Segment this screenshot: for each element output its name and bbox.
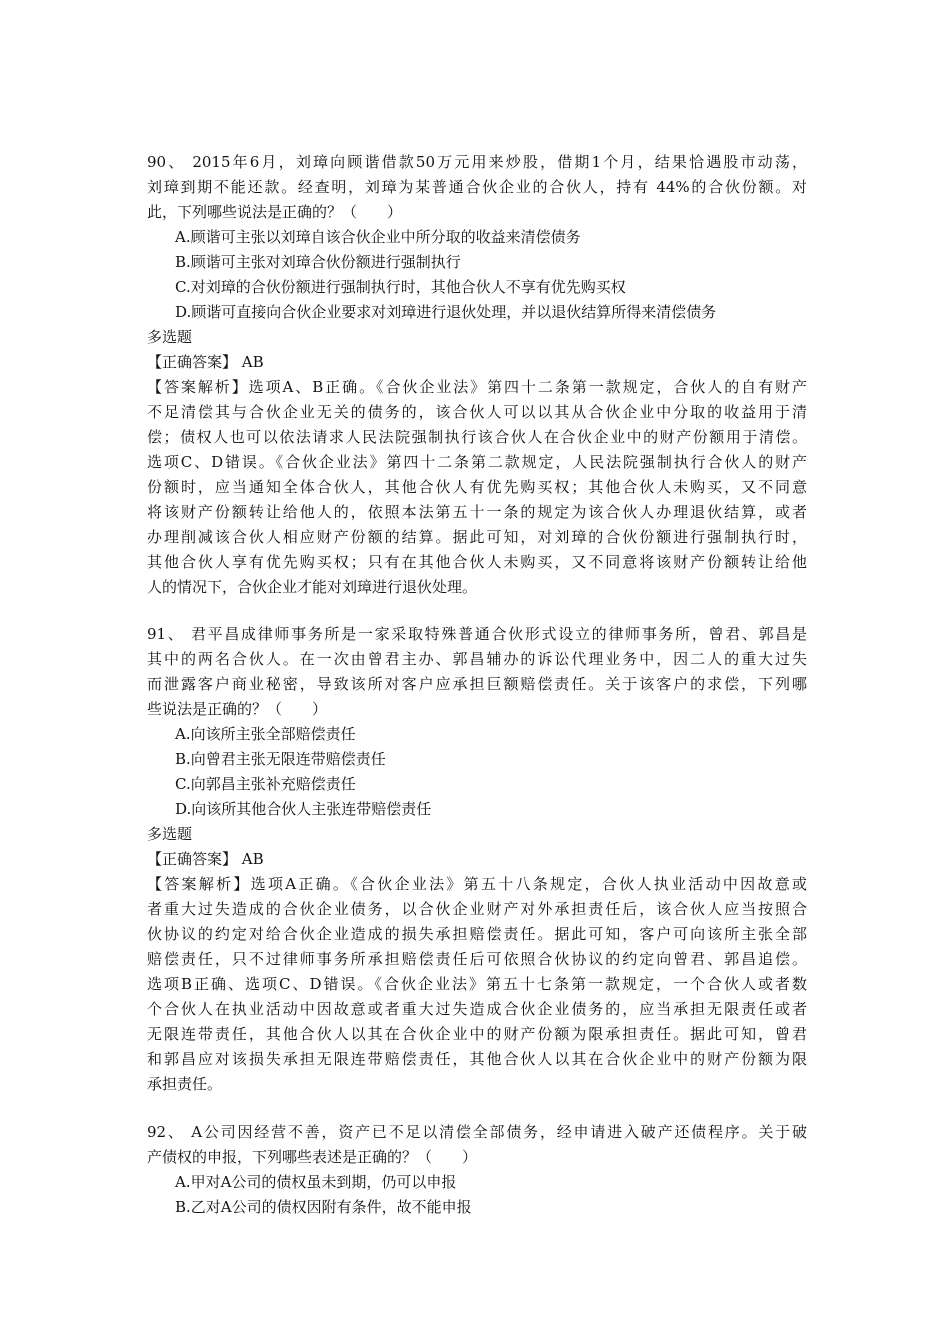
analysis-line: 承担责任。 [147,1075,223,1093]
question-stem-line: 91、 君平昌成律师事务所是一家采取特殊普通合伙形式设立的律师事务所，曾君、郭昌是 [147,625,807,643]
question-stem-line: 刘璋到期不能还款。经查明，刘璋为某普通合伙企业的合伙人，持有 44%的合伙份额。对 [147,178,807,196]
option-b: B.向曾君主张无限连带赔偿责任 [175,750,386,768]
analysis-line: 其他合伙人享有优先购买权；只有在其他合伙人未购买，又不同意将该财产份额转让给他 [147,553,807,571]
analysis-line: 个合伙人在执业活动中因故意或者重大过失造成合伙企业债务的，应当承担无限责任或者 [147,1000,807,1018]
option-a: A.甲对A公司的债权虽未到期，仍可以申报 [175,1173,457,1191]
option-d: D.顾谐可直接向合伙企业要求对刘璋进行退伙处理，并以退伙结算所得来清偿债务 [175,303,717,321]
question-stem-line: 92、 A公司因经营不善，资产已不足以清偿全部债务，经申请进入破产还债程序。关于破 [147,1123,807,1141]
option-b: B.乙对A公司的债权因附有条件，故不能申报 [175,1198,472,1216]
analysis-line: 人的情况下，合伙企业才能对刘璋进行退伙处理。 [147,578,478,596]
option-b: B.顾谐可主张对刘璋合伙份额进行强制执行 [175,253,461,271]
question-92 [147,1120,807,1220]
analysis-line: 选项C、D错误。《合伙企业法》第四十二条第二款规定，人民法院强制执行合伙人的财产 [147,453,807,471]
analysis-line: 伙协议的约定对给合伙企业造成的损失承担赔偿责任。据此可知，客户可向该所主张全部 [147,925,807,943]
analysis-line: 将该财产份额转让给他人的，依照本法第五十一条的规定为该合伙人办理退伙结算，或者 [147,503,807,521]
option-a: A.向该所主张全部赔偿责任 [175,725,356,743]
analysis-line: 不足清偿其与合伙企业无关的债务的，该合伙人可以以其从合伙企业中分取的收益用于清 [147,403,807,421]
analysis-line: 【答案解析】选项A、B正确。《合伙企业法》第四十二条第一款规定，合伙人的自有财产 [147,378,807,396]
question-stem-line: 些说法是正确的？（ ） [147,700,328,718]
correct-answer: 【正确答案】 AB [147,850,264,868]
question-type: 多选题 [147,328,193,346]
question-stem-line: 此，下列哪些说法是正确的？（ ） [147,203,403,221]
analysis-line: 选项B正确、选项C、D错误。《合伙企业法》第五十七条第一款规定，一个合伙人或者数 [147,975,807,993]
question-90 [147,150,807,600]
question-stem-line: 产债权的申报，下列哪些表述是正确的？（ ） [147,1148,478,1166]
analysis-line: 办理削减该合伙人相应财产份额的结算。据此可知，对刘璋的合伙份额进行强制执行时， [147,528,807,546]
correct-answer: 【正确答案】 AB [147,353,264,371]
analysis-line: 【答案解析】选项A正确。《合伙企业法》第五十八条规定，合伙人执业活动中因故意或 [147,875,807,893]
analysis-line: 者重大过失造成的合伙企业债务，以合伙企业财产对外承担责任后，该合伙人应当按照合 [147,900,807,918]
question-type: 多选题 [147,825,193,843]
question-stem-line: 而泄露客户商业秘密，导致该所对客户应承担巨额赔偿责任。关于该客户的求偿，下列哪 [147,675,807,693]
analysis-line: 赔偿责任，只不过律师事务所承担赔偿责任后可依照合伙协议的约定向曾君、郭昌追偿。 [147,950,807,968]
analysis-line: 和郭昌应对该损失承担无限连带赔偿责任，其他合伙人以其在合伙企业中的财产份额为限 [147,1050,807,1068]
analysis-line: 偿；债权人也可以依法请求人民法院强制执行该合伙人在合伙企业中的财产份额用于清偿。 [147,428,807,446]
question-stem-line: 其中的两名合伙人。在一次由曾君主办、郭昌辅办的诉讼代理业务中，因二人的重大过失 [147,650,807,668]
question-stem-line: 90、 2015年6月，刘璋向顾谐借款50万元用来炒股，借期1个月，结果恰遇股市动荡， [147,153,807,171]
option-c: C.对刘璋的合伙份额进行强制执行时，其他合伙人不享有优先购买权 [175,278,626,296]
analysis-line: 无限连带责任，其他合伙人以其在合伙企业中的财产份额为限承担责任。据此可知，曾君 [147,1025,807,1043]
option-a: A.顾谐可主张以刘璋自该合伙企业中所分取的收益来清偿债务 [175,228,581,246]
option-c: C.向郭昌主张补充赔偿责任 [175,775,356,793]
analysis-line: 份额时，应当通知全体合伙人，其他合伙人有优先购买权；其他合伙人未购买，又不同意 [147,478,807,496]
question-91 [147,622,807,1097]
option-d: D.向该所其他合伙人主张连带赔偿责任 [175,800,432,818]
